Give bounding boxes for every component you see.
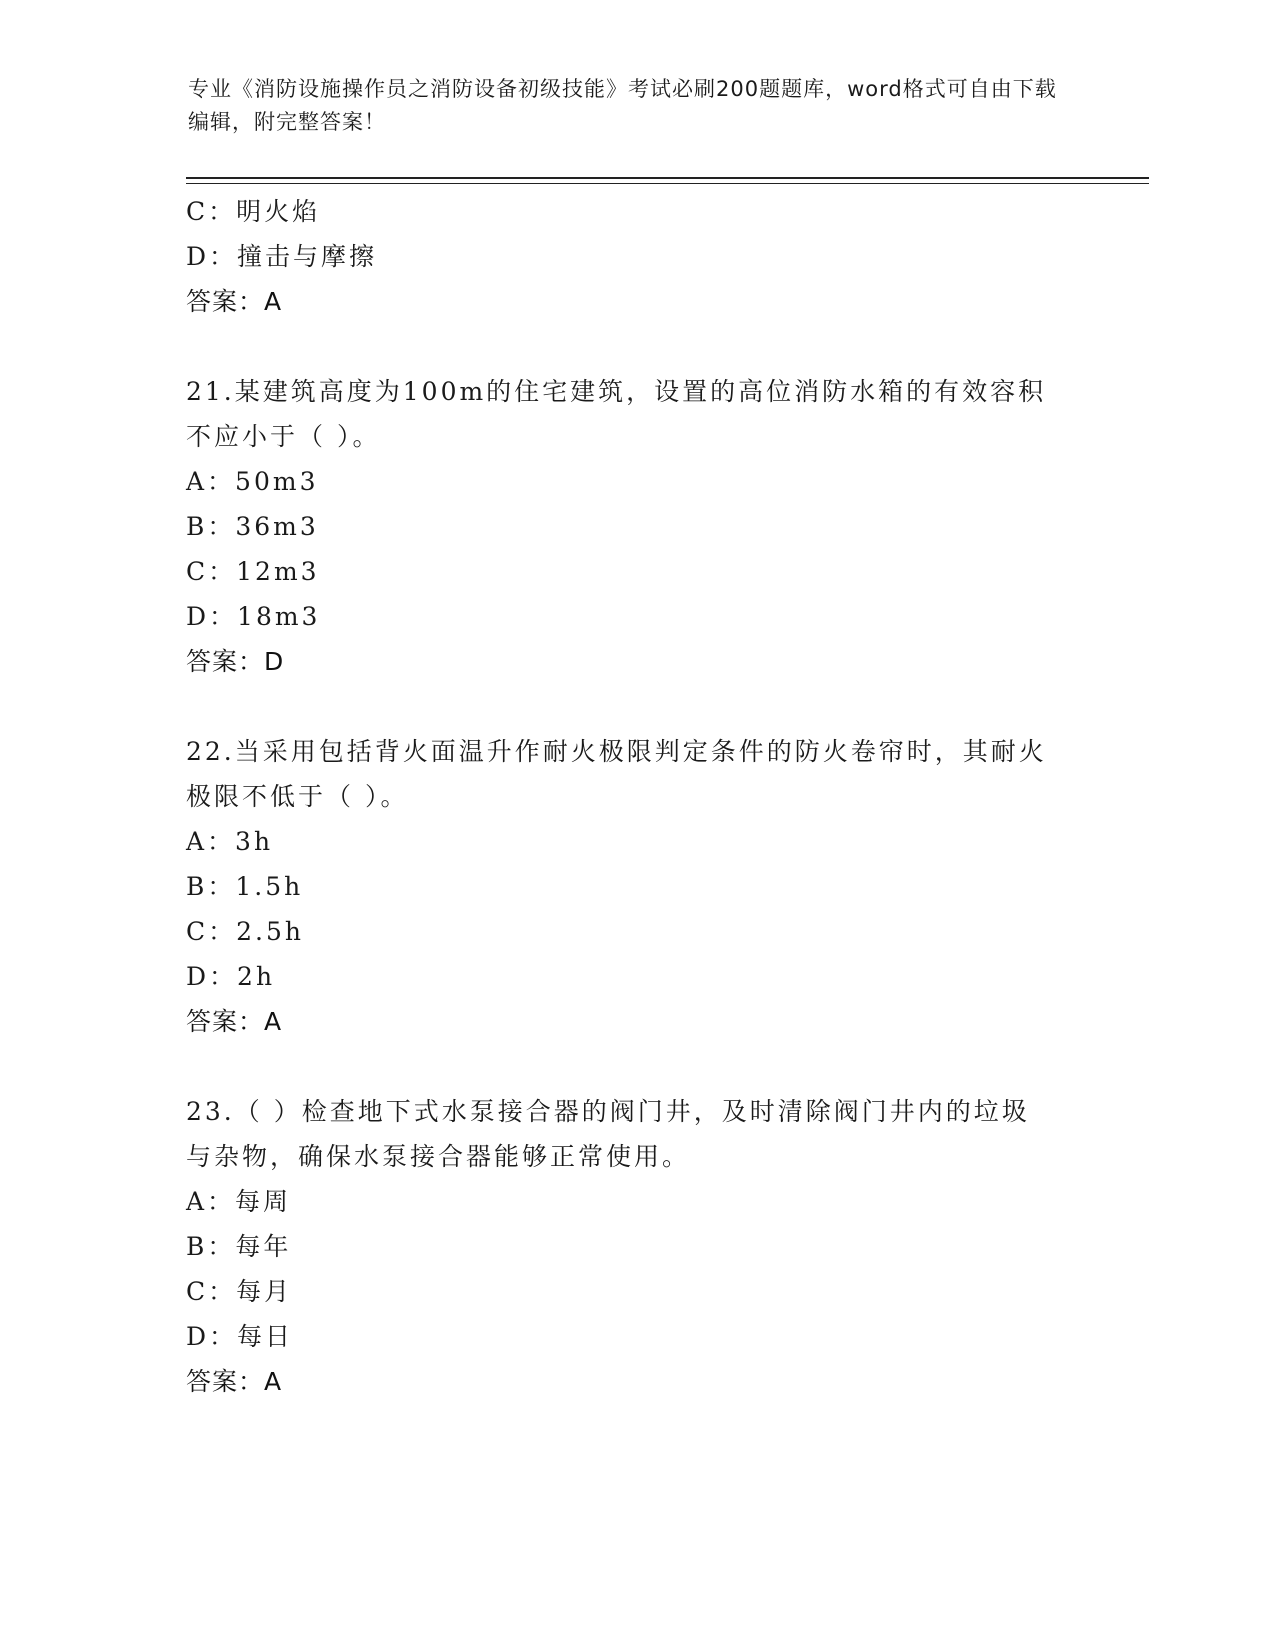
q22-option-b: B：1.5h (186, 872, 304, 901)
q22-stem-line1: 22.当采用包括背火面温升作耐火极限判定条件的防火卷帘时，其耐火 (186, 737, 1047, 766)
q22-option-d: D：2h (186, 962, 276, 991)
q20-option-d: D：撞击与摩擦 (186, 242, 378, 271)
document-header: 专业《消防设施操作员之消防设备初级技能》考试必刷200题题库，word格式可自由下载编辑，附完整答案！ (188, 77, 1057, 134)
q21-option-b: B：36m3 (186, 512, 319, 541)
header-rule-thin (186, 183, 1149, 184)
q22-option-c: C：2.5h (186, 917, 304, 946)
header-rule-thick (186, 177, 1149, 179)
q23-answer: 答案：A (186, 1367, 283, 1396)
q23-option-d: D：每日 (186, 1322, 294, 1351)
q21-option-c: C：12m3 (186, 557, 320, 586)
q23-option-c: C：每月 (186, 1277, 293, 1306)
q20-option-c: C：明火焰 (186, 197, 321, 226)
q21-answer: 答案：D (186, 647, 285, 676)
q23-stem-line2: 与杂物，确保水泵接合器能够正常使用。 (186, 1142, 691, 1171)
q21-option-d: D：18m3 (186, 602, 321, 631)
q23-stem-line1: 23.（ ）检查地下式水泵接合器的阀门井，及时清除阀门井内的垃圾 (186, 1097, 1030, 1126)
q21-stem-line1: 21.某建筑高度为100m的住宅建筑，设置的高位消防水箱的有效容积 (186, 377, 1047, 406)
q23-option-b: B：每年 (186, 1232, 292, 1261)
q22-option-a: A：3h (186, 827, 274, 856)
q23-option-a: A：每周 (186, 1187, 292, 1216)
q21-option-a: A：50m3 (186, 467, 319, 496)
q21-stem-line2: 不应小于（ ）。 (186, 422, 381, 451)
q22-stem-line2: 极限不低于（ ）。 (186, 782, 409, 811)
q22-answer: 答案：A (186, 1007, 283, 1036)
q20-answer: 答案：A (186, 287, 283, 316)
